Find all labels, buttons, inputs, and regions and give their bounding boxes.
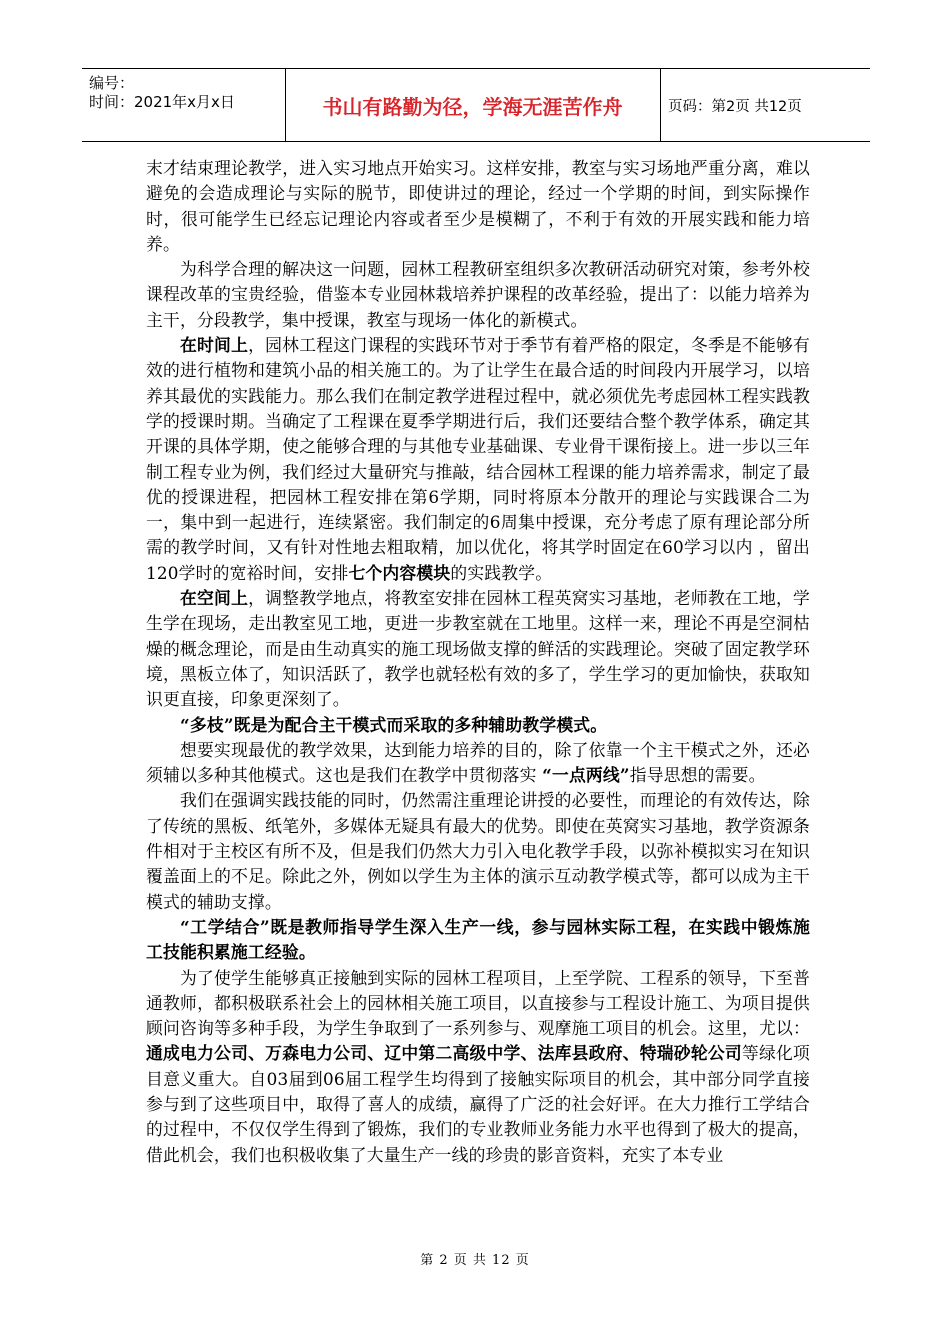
section-heading: “工学结合”既是教师指导学生深入生产一线，参与园林实际工程，在实践中锻炼施工技能积累施工经验。 xyxy=(146,916,810,963)
paragraph-text: 等绿化项目意义重大。自03届到06届工程学生均得到了接触实际项目的机会，其中部分同学直接参与到了这些项目中，取得了喜人的成绩，赢得了广泛的社会好评。在大力推行工学结合的过程中，不仅仅学生得到了锻炼，我们的专业教师业务能力水平也得到了极大的提高，借此机会，我们也积极收集了大量生产一线的珍贵的影音资料，充实了本专业 xyxy=(146,1043,810,1165)
header-page-info: 页码：第2页 共12页 xyxy=(668,98,802,115)
page-footer: 第 2 页 共 12 页 xyxy=(420,1253,530,1268)
paragraph-text: 指导思想的需要。 xyxy=(629,765,766,786)
paragraph-text: 想要实现最优的教学效果，达到能力培养的目的，除了依靠一个主干模式之外，还必须辅以多种其他模式。这也是我们在教学中贯彻落实 xyxy=(146,739,810,786)
paragraph xyxy=(146,966,810,1168)
paragraph xyxy=(146,788,810,914)
bold-phrase: “一点两线” xyxy=(542,765,630,786)
number-label: 编号： xyxy=(89,74,135,92)
document-body xyxy=(146,156,810,1168)
paragraph xyxy=(146,156,810,257)
page-header xyxy=(82,68,870,142)
paragraph xyxy=(146,333,810,586)
paragraph xyxy=(146,738,810,789)
bold-phrase: 通成电力公司、万森电力公司、辽中第二高级中学、法库县政府、特瑞砂轮公司 xyxy=(146,1043,742,1064)
header-meta xyxy=(82,69,285,141)
paragraph-text: 为了使学生能够真正接触到实际的园林工程项目，上至学院、工程系的领导，下至普通教师，都积极联系社会上的园林相关施工项目，以直接参与工程设计施工、为项目提供顾问咨询等多种手段，为学生争取到了一系列参与、观摩施工项目的机会。这里，尤以： xyxy=(146,967,810,1039)
bold-phrase: 在空间上 xyxy=(180,588,249,609)
bold-phrase: 七个内容模块 xyxy=(348,562,451,583)
header-motto: 书山有路勤为径，学海无涯苦作舟 xyxy=(322,94,623,119)
paragraph-text: 末才结束理论教学，进入实习地点开始实习。这样安排，教室与实习场地严重分离，难以避免的会造成理论与实际的脱节，即使讲过的理论，经过一个学期的时间，到实际操作时，很可能学生已经忘记理论内容或者至少是模糊了，不利于有效的开展实践和能力培养。 xyxy=(146,158,810,254)
paragraph-text: ，调整教学地点，将教室安排在园林工程英窝实习基地，老师教在工地，学生学在现场，走出教室见工地，更进一步教室就在工地里。这样一来，理论不再是空洞枯燥的概念理论，而是由生动真实的施工现场做支撑的鲜活的实践理论。突破了固定教学环境，黑板立体了，知识活跃了，教学也就轻松有效的多了，学生学习的更加愉快，获取知识更直接，印象更深刻了。 xyxy=(146,588,810,710)
paragraph xyxy=(146,586,810,712)
paragraph-text: ，园林工程这门课程的实践环节对于季节有着严格的限定，冬季是不能够有效的进行植物和建筑小品的相关施工的。为了让学生在最合适的时间段内开展学习，以培养其最优的实践能力。那么我们在制定教学进程过程中，就必须优先考虑园林工程实践教学的授课时期。当确定了工程课在夏季学期进行后，我们还要结合整个教学体系，确定其开课的具体学期，使之能够合理的与其他专业基础课、专业骨干课衔接上。进一步以三年制工程专业为例，我们经过大量研究与推敲，结合园林工程课的能力培养需求，制定了最优的授课进程，把园林工程安排在第6学期，同时将原本分散开的理论与实践课合二为一，集中到一起进行，连续紧密。我们制定的6周集中授课，充分考虑了原有理论部分所需的教学时间，又有针对性地去粗取精，加以优化，将其学时固定在60学习以内 ，留出120学时的宽裕时间，安排 xyxy=(146,335,810,583)
time-label: 时间：2021年x月x日 xyxy=(89,93,235,111)
paragraph-text: 为科学合理的解决这一问题，园林工程教研室组织多次教研活动研究对策，参考外校课程改革的宝贵经验，借鉴本专业园林栽培养护课程的改革经验，提出了：以能力培养为主干，分段教学，集中授课，教室与现场一体化的新模式。 xyxy=(146,259,810,330)
section-heading: “多枝”既是为配合主干模式而采取的多种辅助教学模式。 xyxy=(180,714,608,735)
paragraph-text: 的实践教学。 xyxy=(450,562,553,583)
bold-phrase: 在时间上 xyxy=(180,335,249,356)
paragraph-text: 我们在强调实践技能的同时，仍然需注重理论讲授的必要性，而理论的有效传达，除了传统的黑板、纸笔外，多媒体无疑具有最大的优势。即使在英窝实习基地，教学资源条件相对于主校区有所不及，但是我们仍然大力引入电化教学手段，以弥补模拟实习在知识覆盖面上的不足。除此之外，例如以学生为主体的演示互动教学模式等，都可以成为主干模式的辅助支撑。 xyxy=(146,790,810,912)
paragraph xyxy=(146,257,810,333)
